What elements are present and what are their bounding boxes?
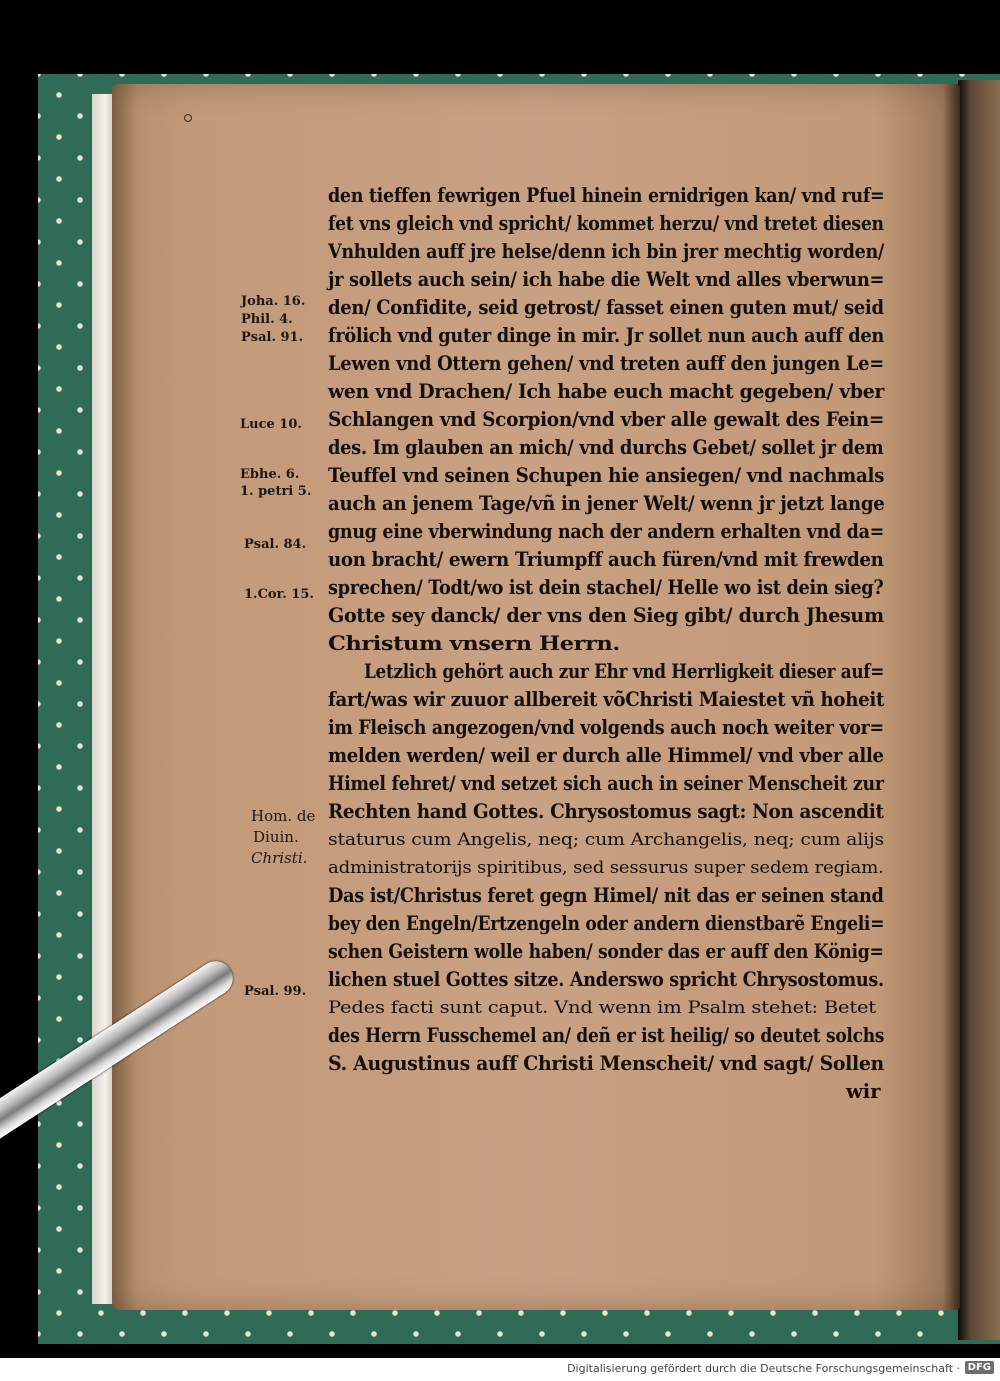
text-line: S. Augustinus auff Christi Menscheit/ vnd sagt/ Sollen	[328, 1052, 884, 1075]
text-line: gnug eine vberwindung nach der andern erhalten vnd da=	[328, 520, 884, 543]
text-line: sprechen/ Todt/wo ist dein stachel/ Helle wo ist dein sieg?	[328, 576, 884, 599]
text-line: jr sollets auch sein/ ich habe die Welt vnd alles vberwun=	[328, 268, 885, 291]
margin-note-luke	[240, 417, 302, 432]
text-line: staturus cum Angelis, neq; cum Archangelis, neq; cum alijs	[328, 830, 884, 850]
dfg-logo-icon: DFG	[965, 1361, 994, 1374]
text-line: melden werden/ weil er durch alle Himmel/ vnd vber alle	[328, 744, 884, 767]
text-line: Schlangen vnd Scorpion/vnd vber alle gewalt des Fein=	[328, 408, 885, 431]
margin-note-line: Luce 10.	[240, 417, 302, 432]
text-line: des. Im glauben an mich/ vnd durchs Gebet/ sollet jr dem	[328, 436, 884, 459]
text-line: fet vns gleich vnd spricht/ kommet herzu/ vnd tretet diesen	[328, 212, 884, 235]
text-line: im Fleisch angezogen/vnd volgends auch noch weiter vor=	[328, 716, 884, 739]
text-line: Christum vnsern Herrn.	[328, 632, 620, 655]
facing-page-edge	[958, 80, 1000, 1340]
text-line: frölich vnd guter dinge in mir. Jr sollet nun auch auff den	[328, 324, 884, 347]
text-line: wen vnd Drachen/ Ich habe euch macht gegeben/ vber	[328, 380, 884, 403]
text-line: Himel fehret/ vnd setzet sich auch in seiner Menscheit zur	[328, 772, 884, 795]
margin-note-eph-peter	[240, 466, 311, 500]
text-line: den/ Confidite, seid getrost/ fasset einen guten mut/ seid	[328, 296, 884, 319]
margin-note-line: Diuin.	[253, 828, 299, 846]
margin-note-line: Psal. 84.	[244, 537, 307, 552]
text-line: Teuffel vnd seinen Schupen hie ansiegen/ vnd nachmals	[328, 464, 885, 487]
margin-note-line: Christi.	[251, 849, 308, 867]
text-line: den tieffen fewrigen Pfuel hinein ernidrigen kan/ vnd ruf=	[328, 184, 885, 207]
text-line: lichen stuel Gottes sitze. Anderswo spricht Chrysostomus.	[328, 968, 884, 991]
margin-note-psal84	[244, 537, 306, 552]
margin-note-hom-de-diuin	[251, 806, 315, 869]
margin-note-cor	[244, 587, 314, 602]
margin-note-line: Psal. 99.	[244, 984, 307, 999]
catchword: wir	[846, 1080, 881, 1103]
text-line: Das ist/Christus feret gegn Himel/ nit das er seinen stand	[328, 884, 884, 907]
margin-note-line: Joha. 16.	[241, 294, 306, 309]
text-line: Pedes facti sunt caput. Vnd wenn im Psalm stehet: Betet	[328, 998, 876, 1018]
margin-note-psal99	[244, 984, 306, 999]
margin-note-line: Ebhe. 6.	[240, 467, 300, 482]
text-line: Gotte sey danck/ der vns den Sieg gibt/ durch Jhesum	[328, 604, 884, 627]
text-line: auch an jenem Tage/vñ in jener Welt/ wenn jr jetzt lange	[328, 492, 885, 515]
text-line: Vnhulden auff jre helse/denn ich bin jrer mechtig worden/	[328, 240, 885, 263]
text-line: Lewen vnd Ottern gehen/ vnd treten auff den jungen Le=	[328, 352, 884, 375]
margin-note-line: Hom. de	[251, 807, 316, 825]
text-line: des Herrn Fusschemel an/ deñ er ist heilig/ so deutet solchs	[328, 1024, 885, 1047]
margin-note-line: 1.Cor. 15.	[244, 587, 314, 602]
margin-note-line: Psal. 91.	[241, 330, 304, 345]
margin-note-line: Phil. 4.	[241, 312, 293, 327]
text-line: bey den Engeln/Ertzengeln oder andern dienstbarẽ Engeli=	[328, 912, 885, 935]
text-line: schen Geistern wolle haben/ sonder das er auff den König=	[328, 940, 884, 963]
page-mark	[184, 114, 192, 122]
text-line: Rechten hand Gottes. Chrysostomus sagt: Non ascendit	[328, 800, 884, 823]
text-line: fart/was wir zuuor allbereit võChristi Maiestet vñ hoheit	[328, 688, 885, 711]
margin-note-john-phil-psal	[241, 293, 305, 347]
text-line: administratorijs spiritibus, sed sessurus super sedem regiam.	[328, 858, 884, 878]
text-line: Letzlich gehört auch zur Ehr vnd Herrligkeit dieser auf=	[364, 660, 885, 683]
margin-note-line: 1. petri 5.	[240, 484, 312, 499]
footer-credit: Digitalisierung gefördert durch die Deutsche Forschungsgemeinschaft ·	[567, 1362, 960, 1375]
text-line: uon bracht/ ewern Triumpff auch füren/vnd mit frewden	[328, 548, 884, 571]
flyleaf	[92, 94, 114, 1304]
